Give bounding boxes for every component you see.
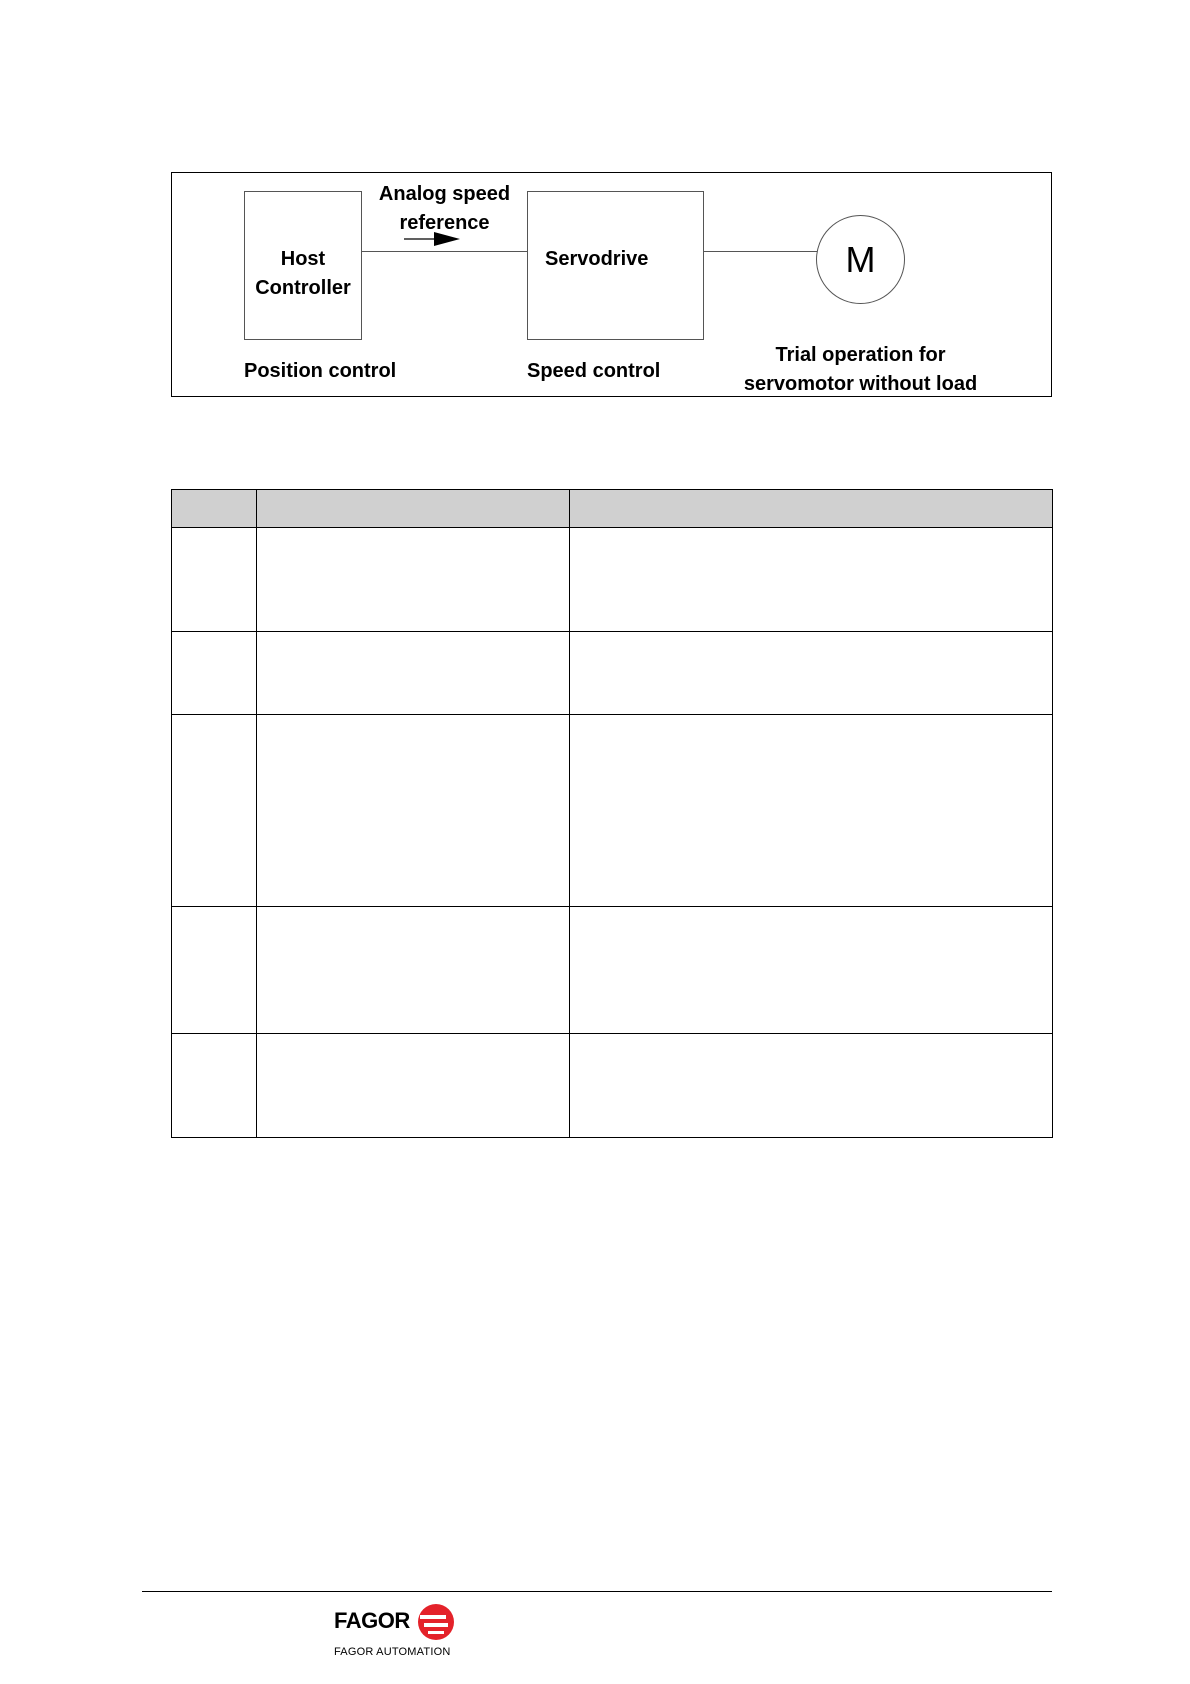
host-controller-label: Host Controller xyxy=(255,248,351,299)
table-cell xyxy=(570,907,1053,1034)
servomotor-symbol: M xyxy=(816,215,905,304)
speed-control-label: Speed control xyxy=(527,360,661,382)
servodrive-to-motor-line xyxy=(704,251,817,252)
footer-divider xyxy=(142,1591,1052,1592)
table-cell xyxy=(172,907,257,1034)
header-cell xyxy=(570,490,1053,528)
table-cell xyxy=(172,715,257,907)
company-name: FAGOR AUTOMATION xyxy=(334,1646,451,1658)
table-header-row xyxy=(172,490,1053,528)
fagor-logo xyxy=(334,1602,464,1664)
table-cell xyxy=(570,632,1053,715)
analog-speed-reference-label: Analog speed reference xyxy=(378,183,511,234)
fagor-emblem-disc xyxy=(418,1604,454,1640)
table-cell xyxy=(172,528,257,632)
trial-operation-label: Trial operation for servomotor without load xyxy=(743,344,978,395)
table-cell xyxy=(570,528,1053,632)
host-to-servodrive-line xyxy=(362,251,527,252)
table-row xyxy=(172,632,1053,715)
table-cell xyxy=(570,715,1053,907)
table-cell xyxy=(570,1034,1053,1138)
table-cell xyxy=(257,632,570,715)
table-cell xyxy=(257,715,570,907)
header-cell xyxy=(172,490,257,528)
table-row xyxy=(172,907,1053,1034)
position-control-label: Position control xyxy=(244,360,397,382)
fagor-wordmark: FAGOR xyxy=(334,1608,410,1633)
table-cell xyxy=(172,1034,257,1138)
control-block-diagram xyxy=(171,172,1052,397)
servodrive-label: Servodrive xyxy=(545,248,649,270)
table-row xyxy=(172,1034,1053,1138)
table-cell xyxy=(172,632,257,715)
table-cell xyxy=(257,1034,570,1138)
table-row xyxy=(172,715,1053,907)
table-cell xyxy=(257,907,570,1034)
fagor-emblem-icon xyxy=(416,1602,456,1642)
procedure-table xyxy=(171,489,1053,1138)
table-cell xyxy=(257,528,570,632)
table-row xyxy=(172,528,1053,632)
header-cell xyxy=(257,490,570,528)
